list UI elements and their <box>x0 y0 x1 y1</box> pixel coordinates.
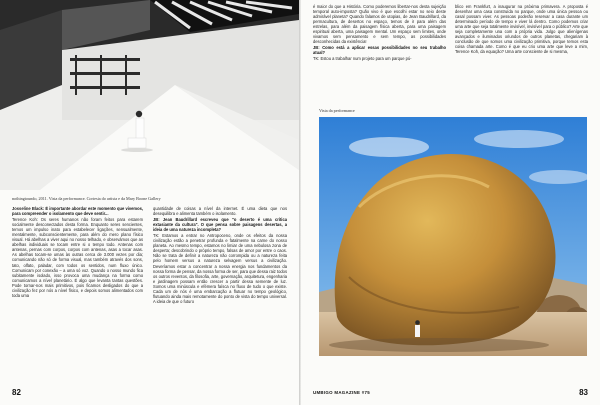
issue-number: #75 <box>361 390 370 395</box>
speaker-label: JB: <box>313 45 320 51</box>
speaker-label: Josseline Black: <box>12 206 45 211</box>
text-column-4 <box>455 4 588 104</box>
desert-boulder-photo <box>319 117 587 356</box>
text-column-1 <box>12 206 143 384</box>
question-text: Como está a aplicar essas possibilidades no seu trabalho atual? <box>313 45 446 56</box>
answer-paragraph: é maior do que a História. Como poderemos libertar-nos desta sujeição temporal auto-imposta? Quão vivo é que escolhi estar no seio deste admirável planeta? Quando falamos de utopias, de Jean Baudrillard, da permacultura, de desertos no espaço, temos de ir para além das estrelas, para além da paisagem física aberta, para uma paisagem espiritual aberta, uma paisagem mental. Um espaço sem limites, onde vivamos sem pensamento e sem tempo, as possibilidades desconhecidas da existência! <box>313 4 446 45</box>
question-paragraph <box>313 45 446 55</box>
speaker-label: JB: <box>153 217 160 223</box>
answer-paragraph: blico em Frankfurt, a inaugurar na próxima primavera. A proposta é desenhar uma casa construída no parque, onde uma única pessoa ou casal possam viver. As pessoas poderão reservar a casa durante um determinado período de tempo e viver lá dentro. Como podemos criar uma arte que seja totalmente invisível, invisível para o público? Arte que seja completamente una com a própria vida. Julgo que alienígenas avançados e iluminados oriundos de outros planetas, chegariam à conclusão de que somos uma civilização primitiva, porque temos esta coisa chamada arte. Como é que eu crio uma arte que leve a mim, Terence Koh, da equação? Uma arte consciente de si mesma, <box>455 4 588 55</box>
running-footer <box>313 390 370 395</box>
text-column-2 <box>153 206 287 384</box>
text-column-3 <box>313 4 446 104</box>
question-text: Jean Baudrillard escreveu que "o deserto é uma crítica extasiante da cultura". O que pensa sobre paisagens desertas, a ideia de uma natureza incompleta? <box>153 217 287 233</box>
answer-paragraph: TK: Estamos a entrar no Antropoceno, onde os efeitos da nossa civilização estão a penetrar profunda e fatalmente na carne do nosso planeta. Ao mesmo tempo, estamos no limiar de uma nebulosa zona de desperta; descobrindo o próprio tempo, falsas de amor por entre o caos. Não se trata de definir a natureza não corrompida ou a natureza feita pelo homem versus a natureza selvagem versus a civilização. Deveríamos estar a concentrar a nossa energia nos fundamentos da nossa forma de pensar, da nossa forma de ser, para que dessa raiz todos os outros reventos, da filosofia, arte, governação, arquitetura, engenharia e jardinagem possam então crescer a partir dessa semente de luz. Somos uma minúscula e efémera faísca no fluxo de tudo o que existe. Cada um de nós é uma embarcação a flutuar no tempo geológico, flutuando ainda mais remotamente do ponto de vista do tempo universal. A ideia de que o futuro <box>153 233 287 304</box>
answer-paragraph: quantidade de coisas a nível da internet. É uma dieta que nos desequilibra e alimenta também o isolamento. <box>153 206 287 217</box>
page-number-left: 82 <box>12 388 21 397</box>
magazine-name: UMBIGO MAGAZINE <box>313 390 361 395</box>
gallery-performance-photo <box>0 0 299 190</box>
right-page <box>301 0 600 405</box>
photo-caption: nothingtoundo, 2011. Vista da performance. Cortesia do artista e da Mary Boone Gallery <box>12 196 161 201</box>
page-number-right: 83 <box>579 388 588 397</box>
question-text: É importante abordar este momento que vivemos, para compreender o isolamento que deve sentir... <box>12 206 143 217</box>
question-paragraph <box>12 206 143 216</box>
left-page <box>0 0 299 405</box>
question-paragraph <box>153 217 287 232</box>
photo-caption: Vista da performance <box>319 108 355 113</box>
answer-paragraph: TK: Estou a trabalhar num projeto para um parque pú- <box>313 56 412 62</box>
answer-paragraph: Terence Koh: Os seres humanos não foram feitos para estarem socialmente desconectados desta forma. Enquanto seres sencientes, temos um impulso inato para estabelecer ligações, sensualmente, mentalmente, subconscientemente, para além do mero plano físico visual. Há abelhas a viver aqui no nosso telhado, e observámos que as abelhas individuais se tocam entre si o tempo todo. Antenas com antenas, pernas com corpos, corpos com antenas, asas a tocar asas. As abelhas tocam-se umas às outras cerca de 3.000 vezes por dia; comunicando não só de forma visual, mas também através dos sons, tato, olfato, paladar, com todos os sentidos, num fluxo único. Comunicam por conexão – a uma só voz. Quando o nosso mundo fica subitamente isolado, isso provoca uma mudança na forma como comunicamos a nível planetário. É algo que levanta tantas questões. Pode tornar-nos mais primitivos, pois ficamos desligados do que a civilização fez por nós a nível físico, e depois somos alimentados com toda uma <box>12 217 143 298</box>
